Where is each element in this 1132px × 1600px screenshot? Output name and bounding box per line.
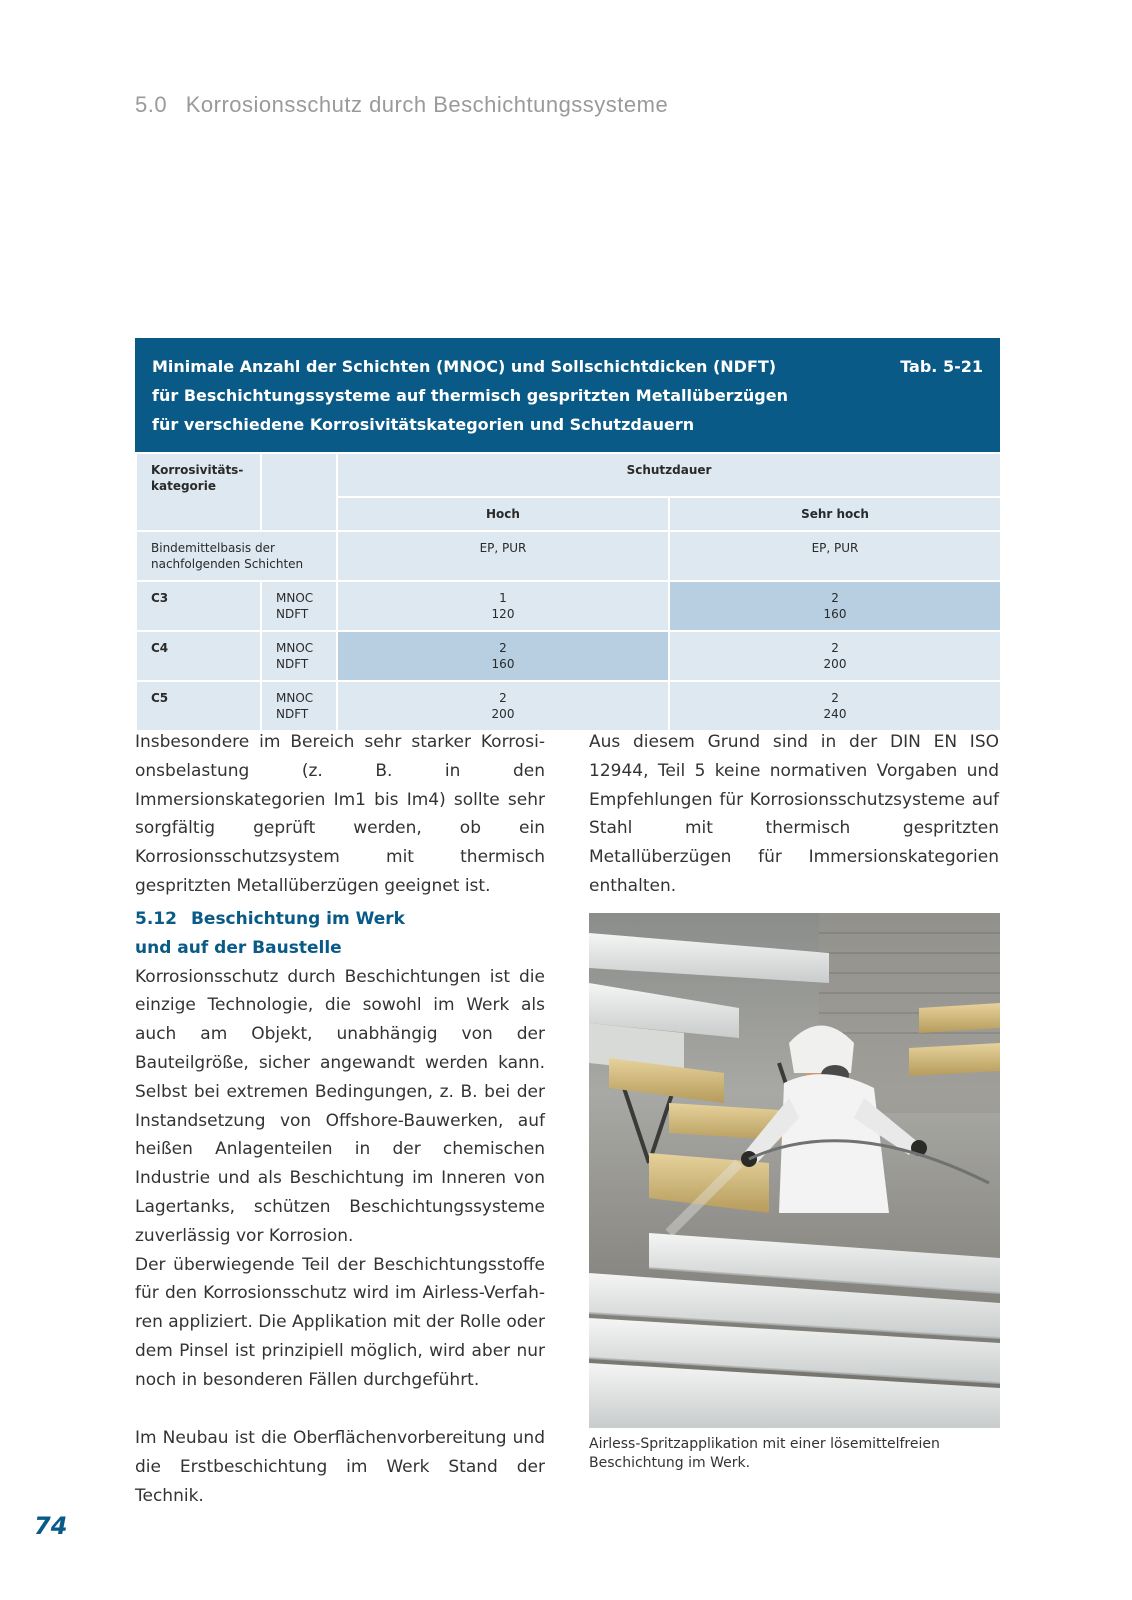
closing-paragraph	[135, 1424, 545, 1510]
paragraph-coating-tech: Korrosionsschutz durch Beschichtungen ist die einzige Technologie, die sowohl im Werk als auch am Objekt, unabhängig von der Bauteilgröße, sicher angewandt werden kann. Selbst bei extremen Bedingungen, z. B. bei der Instandsetzung von Offshore-Bauwerken, auf heißen Anlagenteilen in der chemischen Industrie und als Beschichtung im Inneren von Lagertanks, schützen Beschichtungssysteme zuverlässig vor Korrosion.	[135, 966, 545, 1246]
paragraph-din-en-iso: Aus diesem Grund sind in der DIN EN ISO 12944, Teil 5 keine normativen Vorgaben und Empfehlungen für Korrosionsschutzsysteme auf Stahl mit thermisch gespritzten Metallüberzügen für Immersionskategorien enthalten.	[589, 732, 999, 896]
header-category	[136, 453, 261, 531]
header-protection-duration: Schutzdauer	[337, 453, 1001, 497]
value-high: 1 120	[337, 581, 669, 631]
intro-paragraph-left	[135, 728, 545, 901]
paragraph-airless: Der überwiegende Teil der Beschichtungsstoffe für den Korrosionsschutz wird im Airless-Verfahren appliziert. Die Applikation mit der Rolle oder dem Pinsel ist prinzipiell möglich, wird aber nur noch in besonderen Fällen durchgeführt.	[135, 1254, 545, 1390]
page-number: 74	[34, 1512, 68, 1540]
param-cell: MNOC NDFT	[261, 581, 337, 631]
param-cell: MNOC NDFT	[261, 631, 337, 681]
spray-application-photo	[589, 913, 1000, 1428]
photo-caption: Airless-Spritzapplikation mit einer lösemittelfreien Beschichtung im Werk.	[589, 1436, 940, 1471]
header-category-line-1: Korrosivitäts-	[151, 463, 244, 477]
category-cell: C3	[136, 581, 261, 631]
table-title-line-3: für verschiedene Korrosivitätskategorien und Schutzdauern	[152, 415, 695, 434]
table-title-bar	[135, 338, 1000, 452]
value-very-high: 2 200	[669, 631, 1001, 681]
category-cell: C5	[136, 681, 261, 731]
section-title: Korrosionsschutz durch Beschichtungssysteme	[185, 92, 669, 117]
table-row-c5	[136, 681, 1001, 731]
table-reference: Tab. 5-21	[900, 357, 983, 376]
value-high: 2 160	[337, 631, 669, 681]
table-row-c4	[136, 631, 1001, 681]
section-heading-line-1: Beschichtung im Werk	[190, 909, 405, 929]
binder-label	[136, 531, 337, 581]
table-body	[135, 452, 1002, 732]
binder-label-line-1: Bindemittelbasis der	[151, 541, 275, 555]
table-title-line-1: Minimale Anzahl der Schichten (MNOC) und Sollschichtdicken (NDFT)	[152, 357, 777, 376]
header-empty	[261, 453, 337, 531]
paragraph-new-build: Im Neubau ist die Oberflächenvorbereitung und die Erstbeschichtung im Werk Stand der Technik.	[135, 1428, 545, 1506]
section-header	[135, 92, 668, 118]
table-row-c3	[136, 581, 1001, 631]
value-very-high: 2 240	[669, 681, 1001, 731]
coating-table	[135, 338, 1000, 732]
section-heading	[135, 905, 545, 934]
photo-illustration	[589, 913, 1000, 1428]
paragraph-immersion: Insbesondere im Bereich sehr starker Korrosionsbelastung (z. B. in den Immersionskategorien Im1 bis Im4) sollte sehr sorgfältig geprüft werden, ob ein Korrosionsschutzsystem mit thermisch gespritzten Metallüberzügen geeignet ist.	[135, 732, 545, 896]
section-number: 5.0	[135, 92, 168, 117]
section-heading-number: 5.12	[135, 909, 177, 929]
value-high: 2 200	[337, 681, 669, 731]
section-5-12	[135, 905, 545, 1395]
binder-row	[136, 531, 1001, 581]
header-category-line-2: kategorie	[151, 479, 216, 493]
param-cell: MNOC NDFT	[261, 681, 337, 731]
intro-paragraph-right	[589, 728, 999, 901]
binder-high: EP, PUR	[337, 531, 669, 581]
header-very-high: Sehr hoch	[669, 497, 1001, 531]
value-very-high: 2 160	[669, 581, 1001, 631]
binder-very-high: EP, PUR	[669, 531, 1001, 581]
category-cell: C4	[136, 631, 261, 681]
table-title-line-2: für Beschichtungssysteme auf thermisch gespritzten Metallüberzügen	[152, 386, 788, 405]
section-heading-line-2: und auf der Baustelle	[135, 937, 342, 958]
table-header-row	[136, 453, 1001, 497]
header-high: Hoch	[337, 497, 669, 531]
binder-label-line-2: nachfolgenden Schichten	[151, 557, 304, 571]
